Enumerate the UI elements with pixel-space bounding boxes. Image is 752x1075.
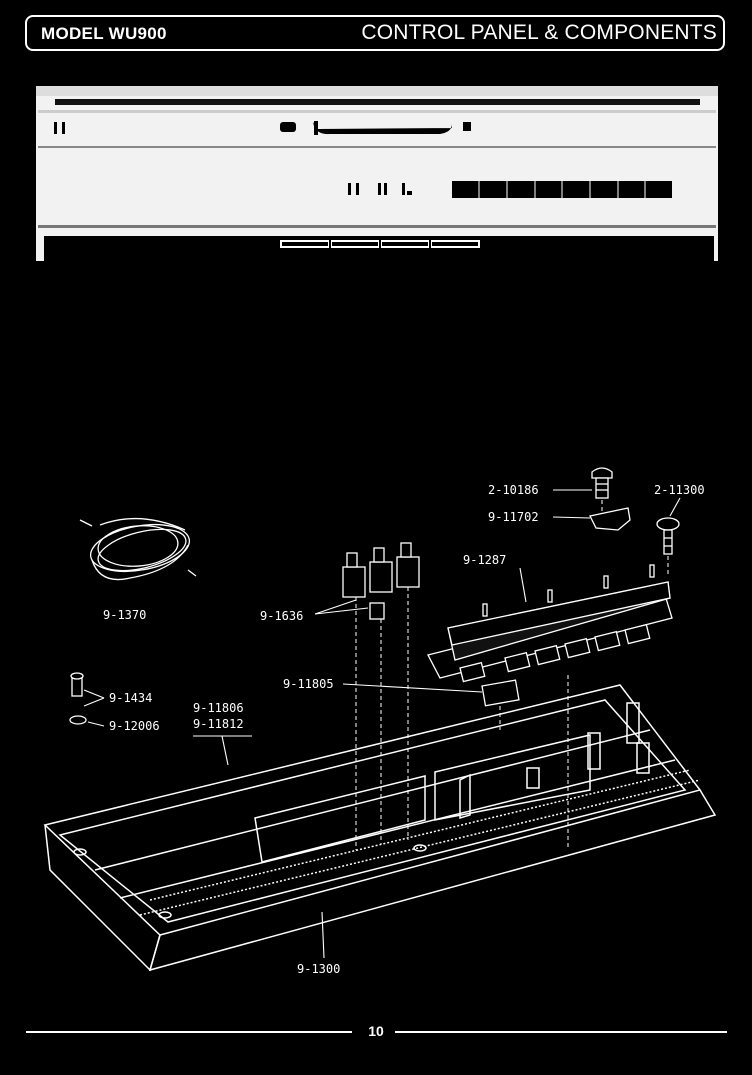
label-console: 9-1300 [297, 962, 341, 976]
control-panel-photo [36, 86, 718, 261]
switch-assembly [343, 543, 419, 619]
label-bolt: 2-10186 [488, 483, 539, 497]
label-trim-b: 9-11812 [193, 717, 244, 731]
label-trim-a: 9-11806 [193, 701, 244, 715]
label-wire-harness: 9-1370 [103, 608, 147, 622]
label-clip: 9-11702 [488, 510, 539, 524]
model-title: MODEL WU900 [41, 24, 167, 43]
label-screw-a: 9-1434 [109, 691, 153, 705]
label-circuit-board: 9-1287 [463, 553, 507, 567]
page-number: 10 [368, 1023, 384, 1039]
clip-part [590, 508, 630, 530]
label-switches: 9-1636 [260, 609, 304, 623]
circuit-board [428, 565, 672, 682]
bolt-part [592, 468, 612, 498]
wire-harness [80, 518, 196, 580]
screw-part [657, 518, 679, 554]
relay-part [482, 680, 519, 706]
label-relay: 9-11805 [283, 677, 334, 691]
label-washer: 9-12006 [109, 719, 160, 733]
section-title: CONTROL PANEL & COMPONENTS [361, 21, 717, 44]
small-screw-part [70, 673, 86, 724]
label-screw-b: 2-11300 [654, 483, 705, 497]
